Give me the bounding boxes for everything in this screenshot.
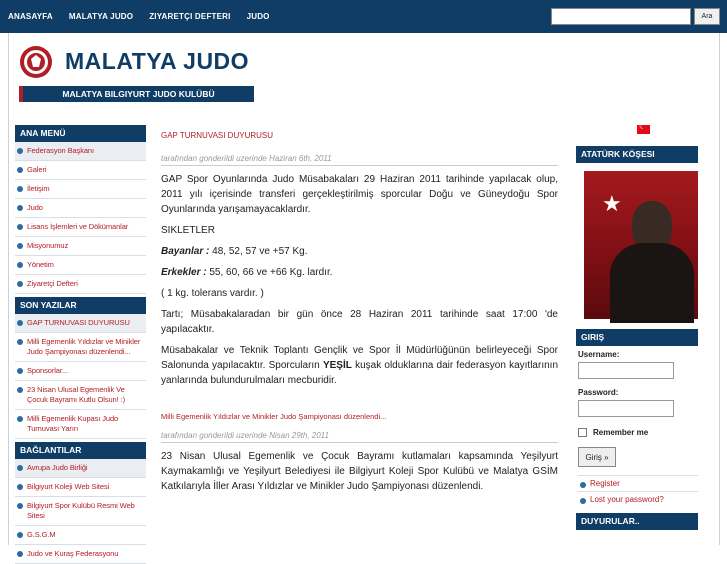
menu-item[interactable]: Judo xyxy=(15,199,146,218)
recent-post-item[interactable]: Milli Egemenlik Yıldızlar ve Minikler Judo Şampiyonası düzenlendi... xyxy=(15,333,146,362)
login-links xyxy=(578,475,698,507)
link-item[interactable]: Bilgiyurt Koleji Web Sitesi xyxy=(15,478,146,497)
nav-judo[interactable]: JUDO xyxy=(246,12,270,21)
erkekler-label: Erkekler : xyxy=(161,267,207,278)
ataturk-portrait xyxy=(584,171,698,319)
turkish-flag-icon[interactable] xyxy=(637,125,650,134)
menu-item[interactable]: Yönetim xyxy=(15,256,146,275)
recent-post-item[interactable]: GAP TURNUVASI DUYURUSU xyxy=(15,314,146,333)
links-title: BAĞLANTILAR xyxy=(15,442,146,459)
menu-item[interactable]: Misyonumuz xyxy=(15,237,146,256)
login-form xyxy=(576,350,698,507)
nav-anasayfa[interactable]: ANASAYFA xyxy=(8,12,53,21)
username-field[interactable] xyxy=(578,362,674,379)
search-input[interactable] xyxy=(551,8,691,25)
menu-item[interactable]: Lisans İşlemleri ve Dökümanlar xyxy=(15,218,146,237)
recent-post-item[interactable]: 23 Nisan Ulusal Egemenlik Ve Çocuk Bayramı Kutlu Olsun! :) xyxy=(15,381,146,410)
post-title[interactable]: GAP TURNUVASI DUYURUSU xyxy=(161,131,274,140)
main-content xyxy=(161,125,558,494)
post-paragraph xyxy=(161,244,558,259)
post-paragraph: ( 1 kg. tolerans vardır. ) xyxy=(161,288,264,299)
text-span: Müsabakalar ve Teknik Toplantı Gençlik ve Spor İl Müdürlüğünün belirleyeceği Spor Salonunda yapılacaktır. Sporcuların xyxy=(161,345,558,371)
link-item[interactable]: Bilgiyurt Spor Kulübü Resmi Web Sitesi xyxy=(15,497,146,526)
text-span: kuşak olduklarına dair federasyon kayıtlarının yanlarında bulundurulmaları mecburidir. xyxy=(161,360,559,386)
post-paragraph xyxy=(161,265,558,280)
star-icon: ★ xyxy=(602,191,622,216)
login-button[interactable]: Giriş » xyxy=(578,447,616,467)
lost-password-link[interactable]: Lost your password? xyxy=(578,491,698,507)
nav-malatya-judo[interactable]: MALATYA JUDO xyxy=(68,12,134,21)
menu-item[interactable]: Ziyaretçi Defteri xyxy=(15,275,146,294)
link-item[interactable]: Judo ve Kuraş Federasyonu xyxy=(15,545,146,564)
bayanlar-value: 48, 52, 57 ve +57 Kg. xyxy=(209,246,308,257)
top-navbar xyxy=(0,0,727,33)
site-subtitle: MALATYA BILGIYURT JUDO KULÜBÜ xyxy=(19,86,254,102)
links-list xyxy=(15,459,146,564)
link-item[interactable]: G.S.G.M xyxy=(15,526,146,545)
recent-post-item[interactable]: Sponsorlar... xyxy=(15,362,146,381)
announcements-title: DUYURULAR.. xyxy=(576,513,698,530)
password-field[interactable] xyxy=(578,400,674,417)
link-item[interactable]: Avrupa Judo Birliği xyxy=(15,459,146,478)
menu-item[interactable]: İletişim xyxy=(15,180,146,199)
remember-label: Remember me xyxy=(593,428,649,437)
menu-item[interactable]: Galeri xyxy=(15,161,146,180)
post-paragraph xyxy=(161,343,558,388)
post-meta: tarafından gonderildi uzerinde Haziran 6th, 2011 xyxy=(161,154,558,166)
recent-posts-list xyxy=(15,314,146,439)
nav-ziyaretci-defteri[interactable]: ZIYARETÇI DEFTERI xyxy=(149,12,231,21)
remember-me xyxy=(578,428,698,437)
site-title[interactable]: MALATYA JUDO xyxy=(65,48,250,74)
main-menu-title: ANA MENÜ xyxy=(15,125,146,142)
post-paragraph: Tartı; Müsabakalaradan bir gün önce 28 Haziran 2011 tarihinde saat 17:00 'de yapılacaktır. xyxy=(161,309,558,335)
post-paragraph: SIKLETLER xyxy=(161,225,215,236)
login-title: GIRIŞ xyxy=(576,329,698,346)
ataturk-title: ATATÜRK KÖŞESI xyxy=(576,146,698,163)
text-bold: YEŞİL xyxy=(322,360,352,371)
top-nav xyxy=(8,0,286,33)
site-header xyxy=(8,33,720,115)
post-paragraph: 23 Nisan Ulusal Egemenlik ve Çocuk Bayramı kutlamaları kapsamında Yeşilyurt Kaymakamlığı ve Yeşilyurt Belediyesi ile Bilgiyurt Koleji Spor Kulübü ve Malatya GSİM Katkılarıyla İller Arası Yıldızlar ve Minikler Judo Şampiyonası düzenlendi. xyxy=(161,451,558,492)
remember-checkbox[interactable] xyxy=(578,428,587,437)
bayanlar-label: Bayanlar : xyxy=(161,246,210,257)
search-button[interactable]: Ara xyxy=(694,8,720,25)
register-link[interactable]: Register xyxy=(578,475,698,491)
recent-posts-title: SON YAZILAR xyxy=(15,297,146,314)
right-sidebar xyxy=(576,125,698,530)
club-logo-icon xyxy=(19,45,53,79)
erkekler-value: 55, 60, 66 ve +66 Kg. lardır. xyxy=(206,267,333,278)
post-body xyxy=(161,172,558,388)
recent-post-item[interactable]: Milli Egemenlik Kupası Judo Turnuvası Yarın xyxy=(15,410,146,439)
main-menu-list xyxy=(15,142,146,294)
left-sidebar xyxy=(15,125,146,564)
menu-item[interactable]: Federasyon Başkanı xyxy=(15,142,146,161)
post-body xyxy=(161,449,558,494)
post-title[interactable]: Milli Egemenlik Yıldızlar ve Minikler Judo Şampiyonası düzenlendi... xyxy=(161,412,387,421)
post-meta: tarafından gonderildi uzerinde Nisan 29th, 2011 xyxy=(161,431,558,443)
password-label: Password: xyxy=(578,388,619,397)
post-paragraph: GAP Spor Oyunlarında Judo Müsabakaları 29 Haziran 2011 tarihinde yapılacak olup, 2011 yılı içerisinde transferi gerçekleştirilmiş sporcular Doğu ve Güneydoğu Spor Oyunlarında yarışamayacaklardır. xyxy=(161,174,558,215)
username-label: Username: xyxy=(578,350,620,359)
